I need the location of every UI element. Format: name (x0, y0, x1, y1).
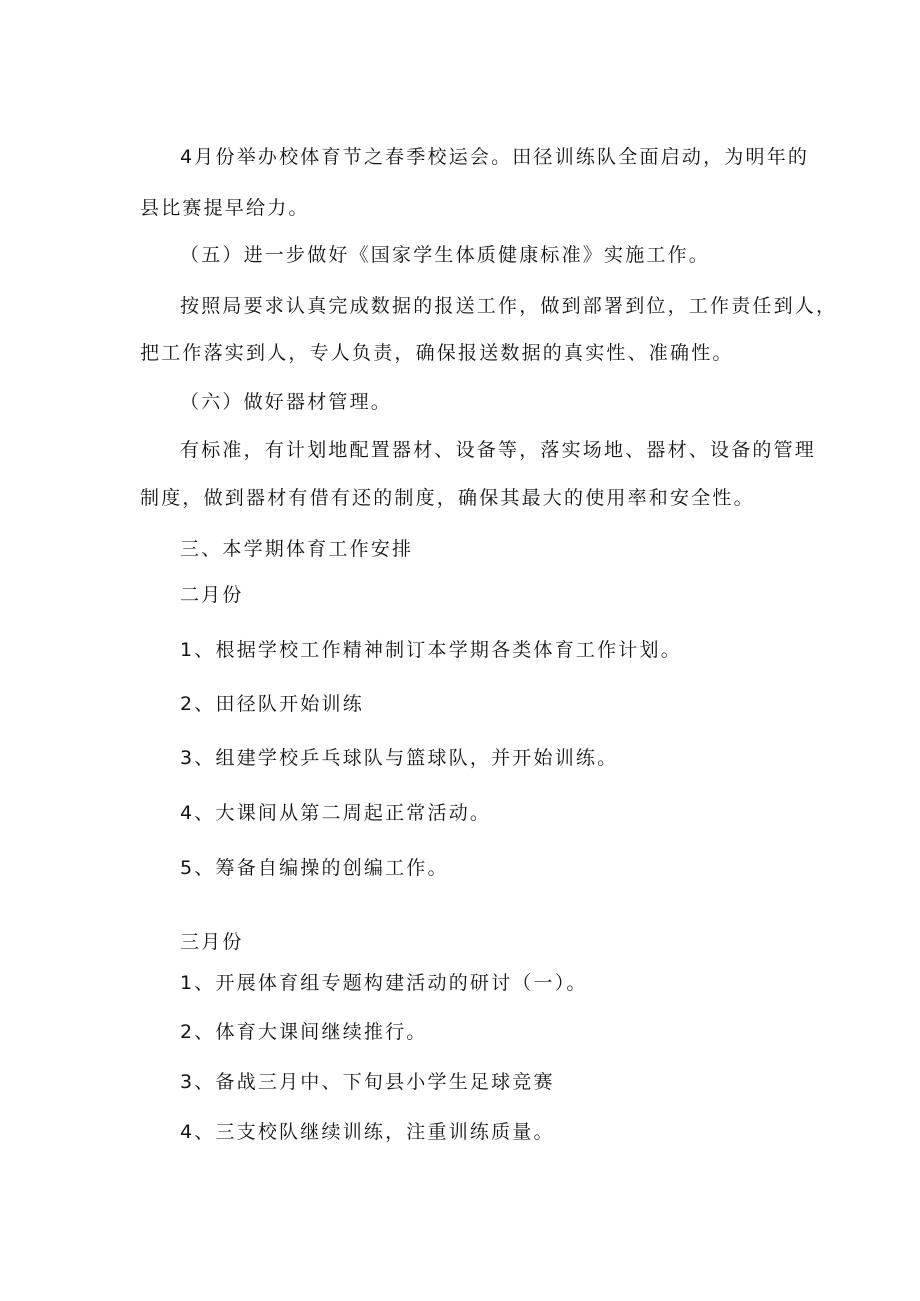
paragraph-line: 有标准，有计划地配置器材、设备等，落实场地、器材、设备的管理 (180, 439, 817, 461)
list-item: 2、田径队开始训练 (180, 693, 364, 715)
section-heading: 三、本学期体育工作安排 (180, 538, 414, 560)
paragraph-line: 制度，做到器材有借有还的制度，确保其最大的使用率和安全性。 (140, 487, 755, 509)
paragraph-line: 县比赛提早给力。 (140, 197, 310, 219)
list-item: 2、体育大课间继续推行。 (180, 1021, 428, 1043)
list-item: 1、开展体育组专题构建活动的研讨（一）。 (180, 972, 588, 994)
month-heading: 二月份 (180, 584, 244, 606)
paragraph-line: 4月份举办校体育节之春季校运会。田径训练队全面启动，为明年的 (180, 146, 810, 168)
list-item: 4、三支校队继续训练，注重训练质量。 (180, 1121, 555, 1143)
list-item: 4、大课间从第二周起正常活动。 (180, 802, 492, 824)
paragraph-line: 把工作落实到人，专人负责，确保报送数据的真实性、准确性。 (140, 342, 734, 364)
section-heading: （六）做好器材管理。 (180, 391, 393, 413)
list-item: 3、组建学校乒乓球队与篮球队，并开始训练。 (180, 747, 619, 769)
section-heading: （五）进一步做好《国家学生体质健康标准》实施工作。 (180, 244, 711, 266)
list-item: 3、备战三月中、下旬县小学生足球竞赛 (180, 1071, 555, 1093)
month-heading: 三月份 (180, 931, 244, 953)
paragraph-line: 按照局要求认真完成数据的报送工作，做到部署到位，工作责任到人， (180, 295, 838, 317)
list-item: 1、根据学校工作精神制订本学期各类体育工作计划。 (180, 639, 682, 661)
list-item: 5、筹备自编操的创编工作。 (180, 857, 449, 879)
